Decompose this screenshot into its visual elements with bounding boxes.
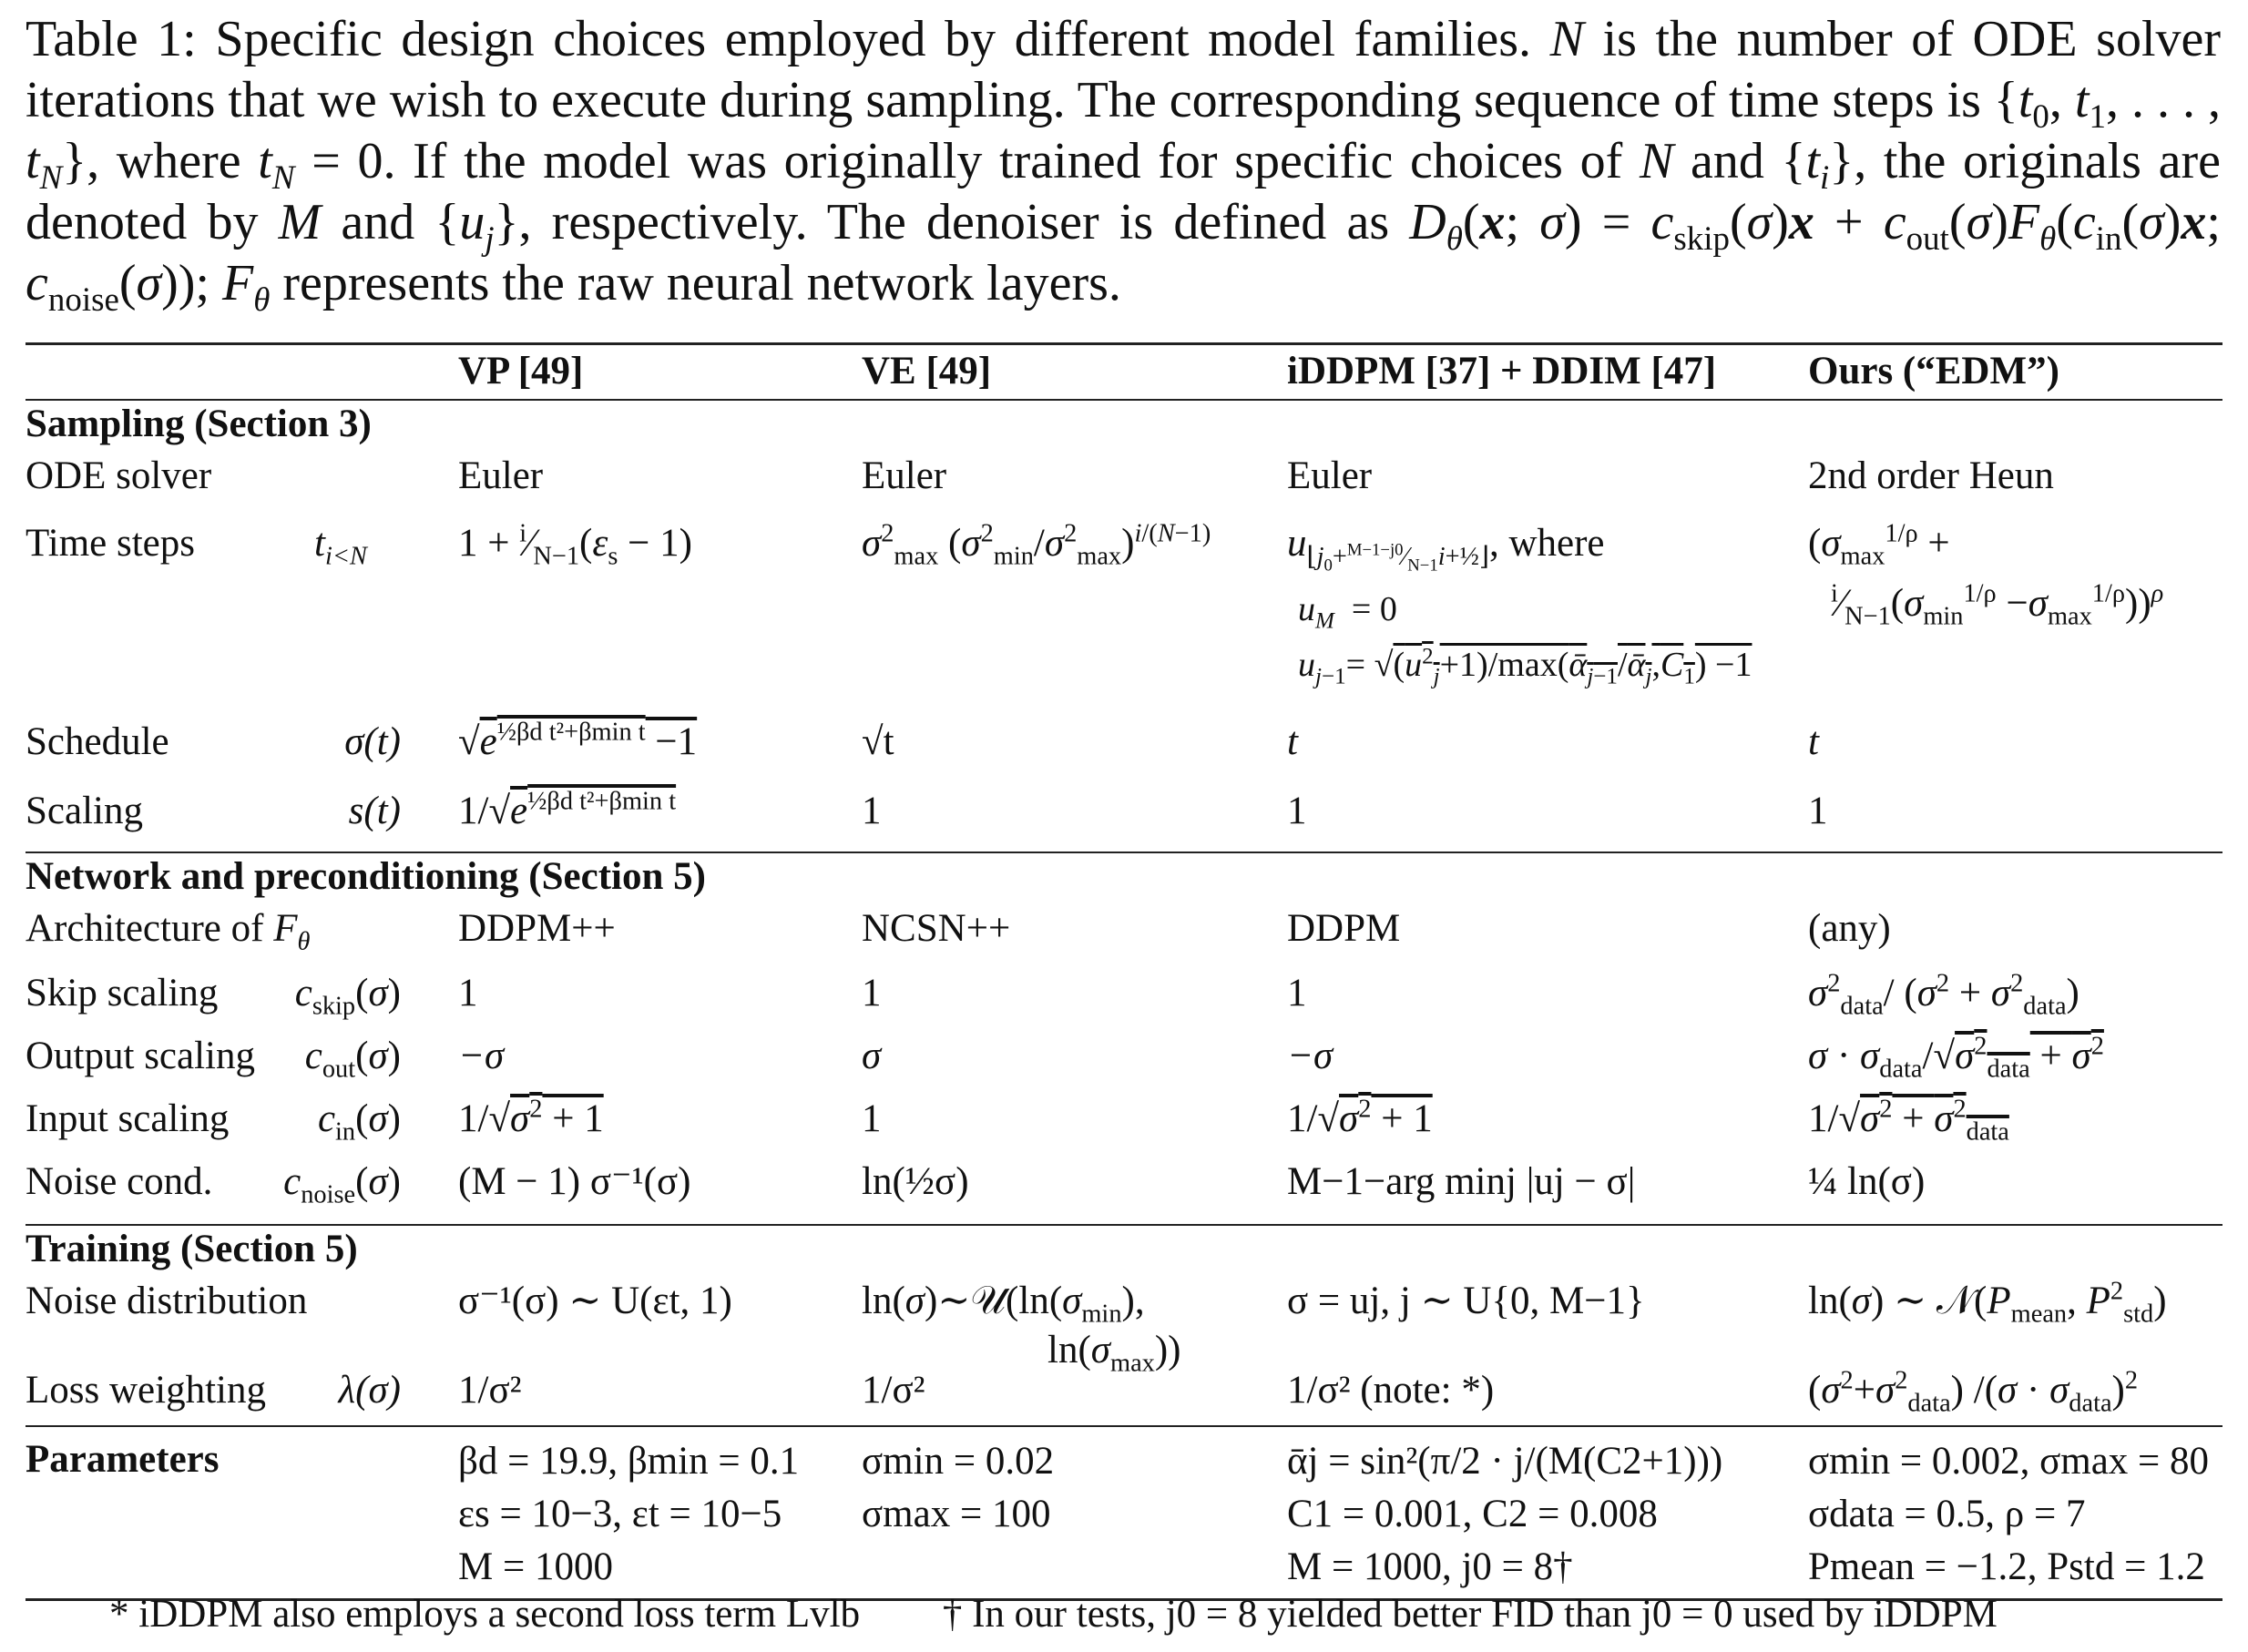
table-top-rule (26, 342, 2222, 345)
row-label-output: Output scaling (26, 1035, 255, 1077)
row-symbol-skip: $c_{skip}(\sigma)$ (294, 972, 401, 1021)
row-label-schedule: Schedule (26, 720, 169, 763)
table-footnotes (109, 1592, 1998, 1637)
row-symbol-noise-cond: $c_{noise}(\sigma)$ (283, 1160, 401, 1209)
cell-loss-iddpm: 1/σ² (note: *) (1287, 1369, 1495, 1412)
cell-noise-dist-ve-2: $\ln(\sigma_{max})$) (1047, 1329, 1181, 1378)
row-label-noise-dist: Noise distribution (26, 1280, 308, 1322)
cell-arch-edm: (any) (1808, 907, 1891, 950)
cell-arch-vp: DDPM++ (458, 907, 616, 950)
row-symbol-scaling: s(t) (348, 790, 401, 832)
cell-time-edm-2: $^i⁄_{N-1}(\sigma_{min}^{1/\rho} -\sigma_{max}^{1/\rho}))^\rho$ (1831, 579, 2164, 631)
cell-time-vp: $1 + ^i⁄_{N-1}(\varepsilon_s - 1)$ (458, 519, 692, 571)
param-edm-2: σdata = 0.5, ρ = 7 (1808, 1493, 2086, 1535)
cell-noise-cond-vp: (M − 1) σ⁻¹(σ) (458, 1160, 691, 1203)
cell-time-iddpm-3: $u_{j-1}=$ $√(u^2_j+1)/\max(ᾱ_{j-1}/ᾱ_j,C_1) -1$ (1298, 644, 1752, 689)
row-label-ode-solver: ODE solver (26, 454, 212, 497)
footnote-dagger: † In our tests, j0 = 8 yielded better FID than j0 = 0 used by iDDPM (942, 1593, 1998, 1636)
param-edm-1: σmin = 0.002, σmax = 80 (1808, 1440, 2210, 1483)
cell-arch-ve: NCSN++ (862, 907, 1011, 950)
cell-ode-iddpm: Euler (1287, 454, 1373, 497)
col-header-ve: VE [49] (862, 350, 992, 393)
cell-input-edm: $1/√\sigma^2 + \sigma^2_{data}$ (1808, 1095, 2009, 1147)
param-ve-1: σmin = 0.02 (862, 1440, 1055, 1483)
section-parameters: Parameters (26, 1438, 220, 1481)
cell-noise-dist-iddpm: σ = uj, j ∼ U{0, M−1} (1287, 1280, 1645, 1322)
cell-input-iddpm: $1/√\sigma^2 + 1$ (1287, 1095, 1433, 1140)
row-label-time-steps: Time steps (26, 522, 195, 565)
col-header-iddpm: iDDPM [37] + DDIM [47] (1287, 350, 1717, 393)
cell-skip-vp: 1 (458, 972, 478, 1015)
footnote-star: * iDDPM also employs a second loss term Lvlb (109, 1593, 861, 1636)
cell-schedule-vp: $√e^{\frac{1}{2}\beta d t^2+\beta min t} -1$ (458, 718, 698, 763)
section-rule-training (26, 1224, 2222, 1226)
cell-noise-cond-ve: ln(½σ) (862, 1160, 969, 1203)
row-label-input: Input scaling (26, 1097, 230, 1140)
cell-scaling-iddpm: 1 (1287, 790, 1307, 832)
section-rule-network (26, 851, 2222, 853)
col-header-vp: VP [49] (458, 350, 584, 393)
param-ve-2: σmax = 100 (862, 1493, 1051, 1535)
cell-scaling-edm: 1 (1808, 790, 1828, 832)
cell-input-vp: $1/√\sigma^2 + 1$ (458, 1095, 604, 1140)
section-training: Training (Section 5) (26, 1228, 358, 1270)
row-label-loss-weighting: Loss weighting (26, 1369, 266, 1412)
cell-skip-iddpm: 1 (1287, 972, 1307, 1015)
col-header-edm: Ours (“EDM”) (1808, 350, 2059, 393)
param-iddpm-2: C1 = 0.001, C2 = 0.008 (1287, 1493, 1658, 1535)
param-vp-1: βd = 19.9, βmin = 0.1 (458, 1440, 800, 1483)
cell-time-edm-1: ($\sigma_{max}^{1/\rho}$ + (1808, 519, 1950, 571)
cell-schedule-iddpm: t (1287, 720, 1298, 763)
cell-skip-edm: $\sigma^2_{data}/$ $(\sigma^2 + \sigma^2_{data})$ (1808, 969, 2079, 1021)
cell-noise-cond-edm: ¼ ln(σ) (1808, 1160, 1926, 1203)
table-caption: Table 1: Specific design choices employed by different model families. N is the number of ODE solver iterations that we wish to execute during sampling. The corresponding sequence of time steps is {$t_0$, $t_1$, . . . , $t_N$}, where $t_N = 0$. If the model was originally trained for specific choices of N and $\{t_i\}$, the originals are denoted by M and $\{u_j\}$, respectively. The denoiser is defined as $D_\theta(x$; $\sigma) = c_{skip}(\sigma)x + c_{out}(\sigma)F_\theta(c_{in}(\sigma)x$; $c_{noise}(\sigma)$); $F_\theta$ represents the raw neural network layers. (26, 11, 2222, 319)
cell-input-ve: 1 (862, 1097, 882, 1140)
cell-output-iddpm: −σ (1287, 1035, 1333, 1077)
section-rule-parameters (26, 1425, 2222, 1427)
cell-ode-edm: 2nd order Heun (1808, 454, 2054, 497)
param-vp-3: M = 1000 (458, 1545, 613, 1588)
row-symbol-output: $c_{out}(\sigma)$ (304, 1035, 401, 1084)
section-sampling: Sampling (Section 3) (26, 403, 372, 445)
row-label-noise-cond: Noise cond. (26, 1160, 213, 1203)
row-symbol-schedule: σ(t) (344, 720, 401, 763)
row-label-architecture: Architecture of $F_\theta$ (26, 907, 311, 956)
cell-noise-dist-edm: ln(σ) ∼ $𝒩(P_{mean}$, $P^2_{std}$) (1808, 1277, 2167, 1329)
cell-output-vp: −σ (458, 1035, 505, 1077)
cell-output-edm: $\sigma \cdot \sigma_{data}/√\sigma^2_{data} + \sigma^2$ (1808, 1032, 2104, 1084)
cell-noise-dist-vp: σ⁻¹(σ) ∼ U(εt, 1) (458, 1280, 732, 1322)
cell-ode-vp: Euler (458, 454, 544, 497)
param-vp-2: εs = 10−3, εt = 10−5 (458, 1493, 782, 1535)
row-symbol-time-steps: $t_{i<N}$ (314, 522, 367, 571)
cell-schedule-edm: t (1808, 720, 1819, 763)
cell-loss-edm: $(\sigma^2+\sigma^2_{data}) /(\sigma \cdot \sigma_{data})^2$ (1808, 1366, 2139, 1418)
cell-noise-dist-ve-1: $\ln(\sigma)\sim 𝒰(\ln(\sigma_{min})$, (862, 1280, 1145, 1329)
param-edm-3: Pmean = −1.2, Pstd = 1.2 (1808, 1545, 2205, 1588)
cell-output-ve: σ (862, 1035, 882, 1077)
row-label-skip: Skip scaling (26, 972, 219, 1015)
cell-ode-ve: Euler (862, 454, 947, 497)
cell-noise-cond-iddpm: M−1−arg minj |uj − σ| (1287, 1160, 1636, 1203)
cell-schedule-ve: √t (862, 720, 894, 763)
cell-loss-ve: 1/σ² (862, 1369, 925, 1412)
caption-label: Table 1: (26, 11, 197, 67)
row-label-scaling: Scaling (26, 790, 143, 832)
cell-scaling-vp: $1/√e^{\frac{1}{2}\beta d t^2+\beta min t}$ (458, 787, 677, 832)
row-symbol-input: $c_{in}(\sigma)$ (317, 1097, 401, 1147)
cell-time-iddpm-2: $u_M = 0$ (1298, 590, 1397, 634)
cell-scaling-ve: 1 (862, 790, 882, 832)
cell-time-ve: $\sigma^2_{max}$ $(\sigma^2_{min}/\sigma^2_{max})^{i/(N-1)}$ (862, 519, 1211, 571)
cell-time-iddpm-1: $u_{⌊j_0+^{M-1-j0}⁄_{N-1}i+\frac{1}{2}⌋}$, where (1287, 522, 1605, 576)
cell-loss-vp: 1/σ² (458, 1369, 522, 1412)
section-network: Network and preconditioning (Section 5) (26, 855, 706, 898)
header-rule (26, 399, 2222, 401)
cell-arch-iddpm: DDPM (1287, 907, 1401, 950)
param-iddpm-1: ᾱj = sin²(π/2 · j/(M(C2+1))) (1287, 1440, 1723, 1483)
param-iddpm-3: M = 1000, j0 = 8† (1287, 1545, 1573, 1588)
cell-skip-ve: 1 (862, 972, 882, 1015)
row-symbol-loss-weighting: λ(σ) (338, 1369, 401, 1412)
